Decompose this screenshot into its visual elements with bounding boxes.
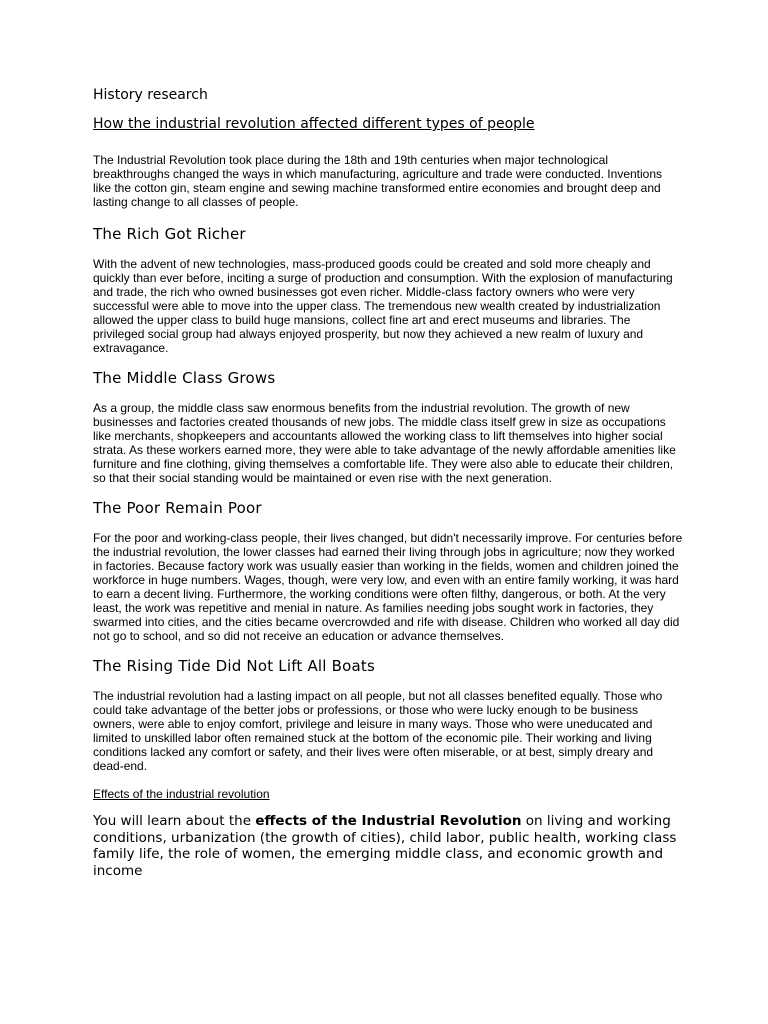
section-heading-poor: The Poor Remain Poor [93,499,262,517]
section-heading-rich: The Rich Got Richer [93,225,246,243]
document-title: History research [93,87,208,103]
closing-text-bold: effects of the Industrial Revolution [255,813,522,829]
effects-link[interactable]: Effects of the industrial revolution [93,787,270,801]
document-page [93,86,683,879]
intro-paragraph: The Industrial Revolution took place during the 18th and 19th centuries when major technological breakthroughs changed the ways in which manufacturing, agriculture and trade were conducted. Inventions like the cotton gin, steam engine and sewing machine transformed entire economies and brought deep and lasting change to all classes of people. [93,153,663,209]
section-heading-middle-class: The Middle Class Grows [93,369,276,387]
closing-text-before: You will learn about the [93,813,256,829]
section-heading-rising-tide: The Rising Tide Did Not Lift All Boats [93,657,375,675]
closing-text-after: on living and working conditions, urbanization (the growth of cities), child labor, public health, working class family life, the role of women, the emerging middle class, and economic growth and income [93,813,677,879]
section-body-rising-tide: The industrial revolution had a lasting impact on all people, but not all classes benefited equally. Those who could take advantage of the better jobs or professions, or those who were lucky enough to be business owners, were able to enjoy comfort, privilege and leisure in many ways. Those who were uneducated and limited to unskilled labor often remained stuck at the bottom of the economic pile. Their working and living conditions lacked any comfort or safety, and their lives were often miserable, or at best, simply dreary and dead-end. [93,689,663,773]
closing-paragraph [93,813,683,879]
section-body-rich: With the advent of new technologies, mass-produced goods could be created and sold more cheaply and quickly than ever before, inciting a surge of production and consumption. With the explosion of manufacturing and trade, the rich who owned businesses got even richer. Middle-class factory owners who were very successful were able to move into the upper class. The tremendous new wealth created by industrialization allowed the upper class to build huge mansions, collect fine art and erect museums and libraries. The privileged social group had always enjoyed prosperity, but now they achieved a new realm of luxury and extravagance. [93,257,673,355]
section-body-poor: For the poor and working-class people, their lives changed, but didn't necessarily improve. For centuries before the industrial revolution, the lower classes had earned their living through jobs in agriculture; now they worked in factories. Because factory work was usually easier than working in the fields, women and children joined the workforce in huge numbers. Wages, though, were very low, and even with an entire family working, it was hard to earn a decent living. Furthermore, the working conditions were often filthy, dangerous, or both. At the very least, the work was repetitive and menial in nature. As families needing jobs sought work in factories, they swarmed into cities, and the cities became overcrowded and rife with disease. Children who worked all day did not go to school, and so did not receive an education or advance themselves. [93,531,683,643]
section-body-middle-class: As a group, the middle class saw enormous benefits from the industrial revolution. The growth of new businesses and factories created thousands of new jobs. The middle class itself grew in size as occupations like merchants, shopkeepers and accountants allowed the working class to lift themselves into higher social strata. As these workers earned more, they were able to take advantage of the newly affordable amenities like furniture and fine clothing, giving themselves a comfortable life. They were also able to educate their children, so that their social standing would be maintained or even rise with the next generation. [93,401,676,485]
document-subtitle: How the industrial revolution affected different types of people [93,116,535,132]
